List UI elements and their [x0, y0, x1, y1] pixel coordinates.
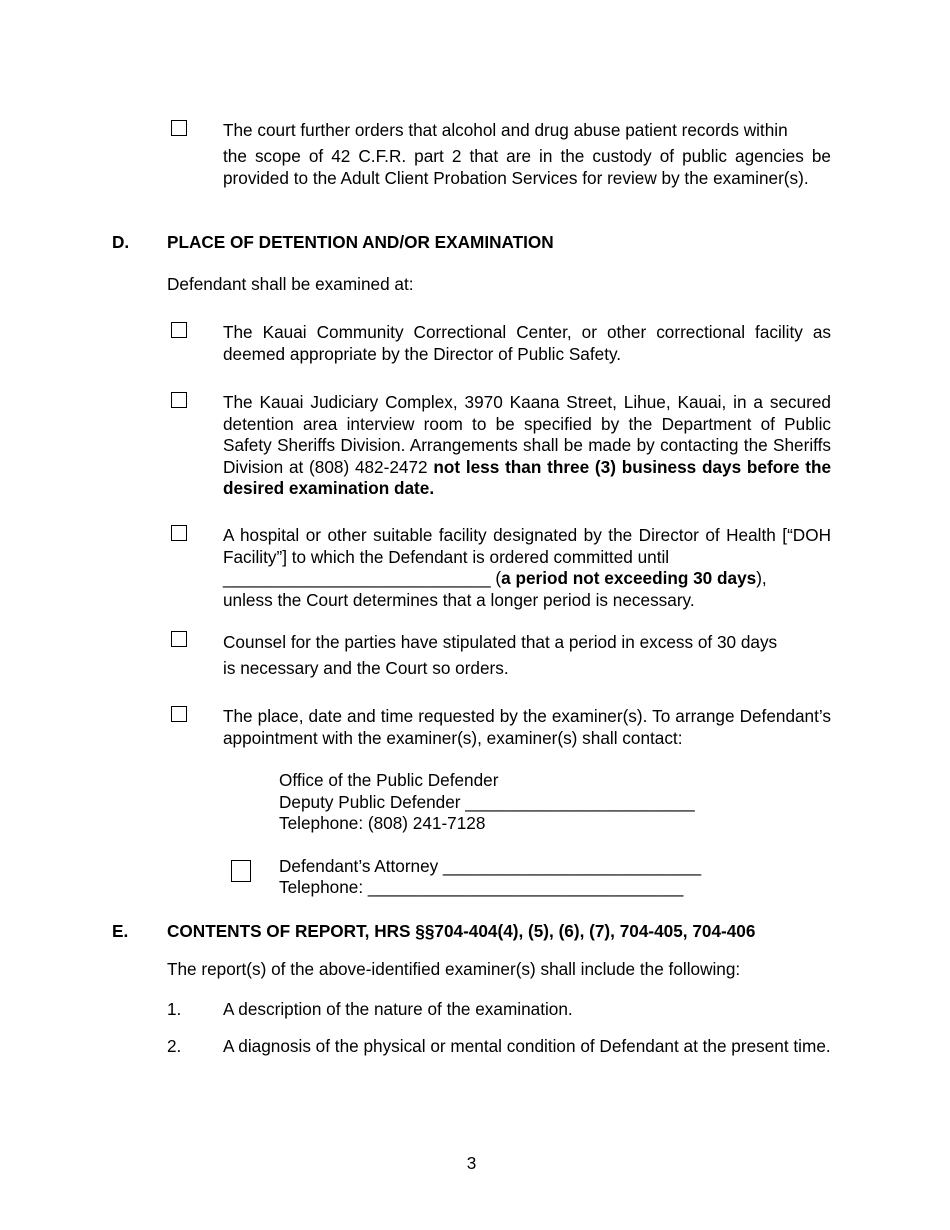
- section-e-title: CONTENTS OF REPORT, HRS §§704-404(4), (5), (6), (7), 704-405, 704-406: [167, 921, 756, 941]
- stipulated-line2: is necessary and the Court so orders.: [223, 658, 509, 678]
- section-d-intro: Defendant shall be examined at:: [167, 274, 414, 294]
- hospital-until-blank: ____________________________: [223, 568, 491, 588]
- list-item: A description of the nature of the examination.: [223, 999, 573, 1019]
- section-e-letter: E.: [112, 921, 129, 941]
- hospital-period-bold: a period not exceeding 30 days: [501, 568, 757, 588]
- judiciary-checkbox[interactable]: [171, 392, 187, 408]
- stipulated-line1: Counsel for the parties have stipulated that a period in excess of 30 days: [223, 632, 778, 652]
- attorney-telephone-line: Telephone: _________________________________: [279, 877, 684, 897]
- section-e-intro: The report(s) of the above-identified examiner(s) shall include the following:: [167, 959, 741, 979]
- examiner-requested-text: The place, date and time requested by the examiner(s). To arrange Defendant’s appointment with the examiner(s), examiner(s) shall contact:: [223, 706, 831, 748]
- section-d-letter: D.: [112, 232, 130, 252]
- stipulated-checkbox[interactable]: [171, 631, 187, 647]
- hospital-paren-close: ),: [756, 568, 767, 588]
- section-d-title: PLACE OF DETENTION AND/OR EXAMINATION: [167, 232, 554, 252]
- hospital-option-period-line: [223, 568, 831, 590]
- attorney-checkbox[interactable]: [231, 860, 251, 882]
- records-order-text: the scope of 42 C.F.R. part 2 that are in the custody of public agencies be provided to the Adult Client Probation Services for review by the examiner(s).: [223, 146, 831, 188]
- public-defender-telephone: Telephone: (808) 241-7128: [279, 813, 486, 833]
- defendants-attorney-line: Defendant’s Attorney ___________________________: [279, 856, 702, 876]
- hospital-paren-open: (: [490, 568, 502, 588]
- hospital-checkbox[interactable]: [171, 525, 187, 541]
- records-order-line1: The court further orders that alcohol and drug abuse patient records within: [223, 120, 788, 140]
- hospital-option-line1: A hospital or other suitable facility designated by the Director of Health [“DOH Facility”] to which the Defendant is ordered committed until: [223, 525, 831, 567]
- judiciary-option-text: [223, 392, 831, 500]
- judiciary-text-plain: The Kauai Judiciary Complex, 3970 Kaana Street, Lihue, Kauai, in a secured detention area interview room to be specified by the Department of Public Safety Sheriffs Division. Arrangements shall be made by contacting the Sheriffs Division at (808) 482-2472: [223, 392, 831, 477]
- deputy-public-defender-line: Deputy Public Defender ________________________: [279, 792, 695, 812]
- page-number: 3: [466, 1153, 477, 1173]
- records-checkbox[interactable]: [171, 120, 187, 136]
- hospital-option-line4: unless the Court determines that a longer period is necessary.: [223, 590, 695, 610]
- judiciary-text-bold: not less than three (3) business days before the desired examination date.: [223, 456, 831, 498]
- kccc-option-text: The Kauai Community Correctional Center, or other correctional facility as deemed appropriate by the Director of Public Safety.: [223, 322, 831, 364]
- list-item-number: 2.: [167, 1036, 182, 1056]
- list-item: A diagnosis of the physical or mental condition of Defendant at the present time.: [223, 1036, 831, 1056]
- public-defender-office: Office of the Public Defender: [279, 770, 499, 790]
- examiner-requested-checkbox[interactable]: [171, 706, 187, 722]
- kccc-checkbox[interactable]: [171, 322, 187, 338]
- list-item-number: 1.: [167, 999, 182, 1019]
